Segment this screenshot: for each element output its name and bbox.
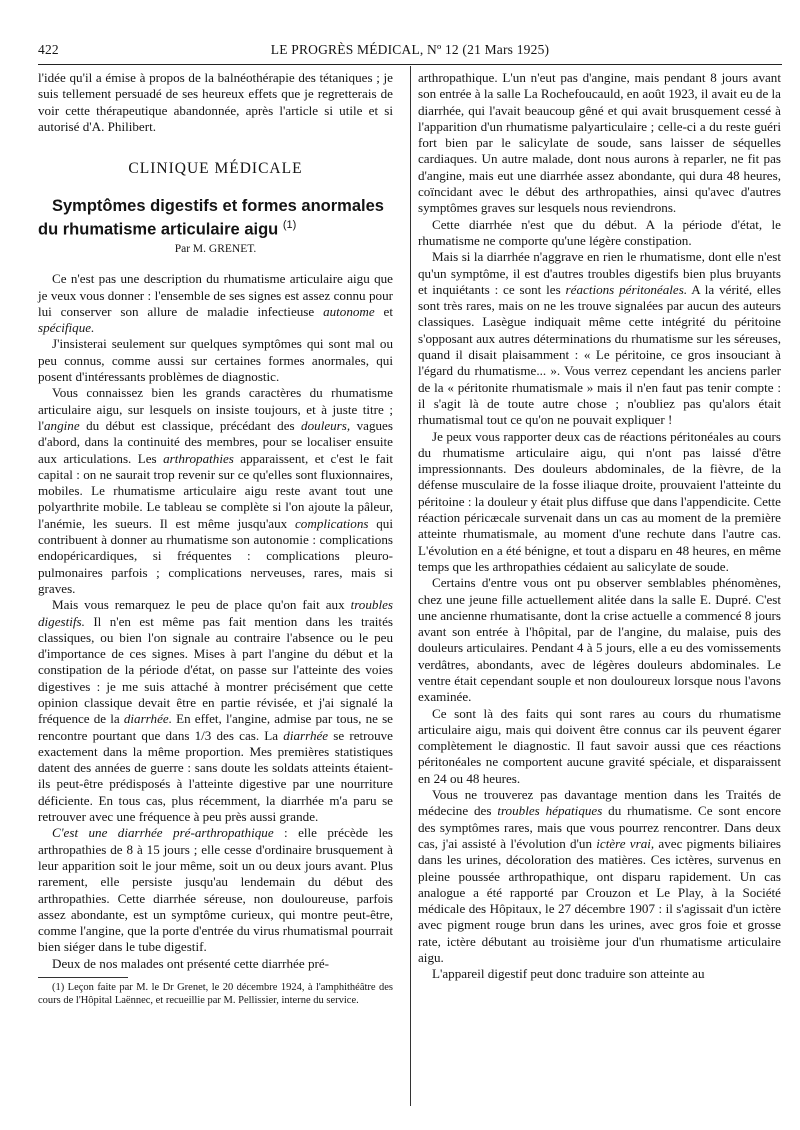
page-number: 422 [38, 42, 59, 57]
paragraph: l'idée qu'il a émise à propos de la balnéothérapie des tétaniques ; je suis tellement persuadé de ses heureux effets que je regretterais de voir cette thérapeutique abandonnée, après l'article si utile et si autorisé d'A. Philibert. [38, 70, 393, 134]
header-rule [38, 64, 782, 65]
paragraph: Deux de nos malades ont présenté cette diarrhée pré- [52, 955, 330, 971]
article-title [38, 197, 393, 240]
article-author: Par M. GRENET. [174, 242, 257, 255]
article-title-line: du rhumatisme articulaire aigu [38, 220, 279, 239]
paragraph: Ce n'est pas une description du rhumatisme articulaire aigu que je veux vous donner : l'ensemble de ses signes est assez connu pour lui conserver son allure de maladie infectieuse autonome et spécifique. [38, 271, 393, 336]
article-title-line: Symptômes digestifs et formes anormales [52, 197, 384, 216]
footnote: (1) Leçon faite par M. le Dr Grenet, le 20 décembre 1924, à l'amphithéâtre des cours de l'Hôpital Laënnec, et recueillie par M. Pellissier, interne du service. [38, 982, 393, 1006]
paragraph: Ce sont là des faits qui sont rares au cours du rhumatisme articulaire aigu, mais qui doivent être connus car ils peuvent égarer complètement le diagnostic. Il faut savoir aussi que ces réactions péritonéales ne comportent aucune gravité spéciale, et disparaissent en 24 ou 48 heures. [418, 705, 781, 786]
section-heading: CLINIQUE MÉDICALE [128, 160, 303, 178]
left-column [38, 70, 393, 1007]
page-header [38, 40, 782, 62]
paragraph: Mais vous remarquez le peu de place qu'on fait aux troubles digestifs. Il n'en est même pas fait mention dans les traités classiques, ou bien l'on signale au contraire l'absence ou le peu d'importance de ces signes. Mises à part l'angine du début et la constipation de la période d'état, on passe sur l'atteinte des voies digestives : je me suis attaché à montrer précisément que cette opinion classique devait être en partie révisée, et j'ai signalé la fréquence de la diarrhée. En effet, l'angine, admise par tous, ne se rencontre pourtant que dans 1/3 des cas. La diarrhée se retrouve exactement dans la même proportion. Mes premières statistiques datent des années de guerre : sans doute les soldats atteints étaient-ils peut-être prédisposés à l'atteinte digestive par une nourriture déficiente. En tous cas, plus récemment, la diarrhée m'a paru se retrouver avec une fréquence à peu près aussi grande. [38, 597, 393, 825]
paragraph: L'appareil digestif peut donc traduire son atteinte au [432, 966, 705, 982]
paragraph: Cette diarrhée n'est que du début. A la période d'état, le rhumatisme ne comporte qu'une légère constipation. [418, 216, 781, 248]
footnote-ref: (1) [282, 219, 297, 232]
paragraph: Je peux vous rapporter deux cas de réactions péritonéales au cours du rhumatisme articulaire aigu, qui n'ont pas laissé d'être impressionnants. Des douleurs abdominales, de la fièvre, de la défense musculaire de la fosse iliaque droite, prouvaient l'atteinte du péritoine : la douleur y était plus diffuse que dans l'appendicite. Cette réaction péricæcale survenait dans un cas au moment de la première atteinte rhumatismale, au moment d'une rechute dans l'autre cas. L'évolution en a été bénigne, et tout a disparu en 48 heures, en même temps que les arthropathies cédaient au salicylate de soude. [418, 428, 781, 574]
footnote-rule [38, 977, 128, 978]
paragraph: C'est une diarrhée pré-arthropathique : elle précède les arthropathies de 8 à 15 jours ; elle cesse d'ordinaire brusquement à leur apparition soit le jour même, soit un ou deux jours avant. Plus rarement, elle persiste jusqu'au lendemain du début des arthropathies. Cette diarrhée séreuse, non douloureuse, parfois assez abondante, est un symptôme curieux, qui montre peut-être, comme l'angine, que la porte d'entrée du virus rhumatismal pourrait bien siéger dans le tube digestif. [38, 825, 394, 955]
column-divider [410, 66, 411, 1106]
paragraph: J'insisterai seulement sur quelques symptômes qui sont mal ou peu connus, comme aussi sur certaines formes anormales, qui posent d'intéressants problèmes de diagnostic. [38, 336, 393, 385]
paragraph: Certains d'entre vous ont pu observer semblables phénomènes, chez une jeune fille actuellement alitée dans la salle E. Dupré. C'est une ancienne rhumatisante, dont la crise actuelle a commencé 8 jours avant son entrée à l'hôpital, par de l'angine, du malaise, puis des douleurs articulaires. Pendant 4 à 5 jours, elle a eu des vomissements verdâtres, abondants, avec de légères douleurs abdominales. Le ventre était cependant souple et non douloureux lorsque nous l'avons examinée. [418, 575, 781, 705]
paragraph: Vous connaissez bien les grands caractères du rhumatisme articulaire aigu, sur lesquels on insiste toujours, et à juste titre ; l'angine du début est classique, précédant des douleurs, vagues d'abord, dans la continuité des membres, pour se localiser ensuite aux articulations. Les arthropathies apparaissent, et c'est le fait capital : on ne saurait trop revenir sur ce qu'elles sont fluxionnaires, mobiles. Le rhumatisme articulaire aigu reste avant tout une polyarthrite mobile. Le tableau se complète si l'on ajoute la pâleur, l'anémie, les sueurs. Il est même jusqu'aux complications qui contribuent à donner au rhumatisme son autonomie : complications endopéricardiques, si fréquentes : complications pleuro-pulmonaires parfois ; complications nerveuses, rares, mais si graves. [38, 385, 393, 596]
right-column [418, 70, 781, 983]
paragraph: arthropathique. L'un n'eut pas d'angine, mais pendant 8 jours avant son entrée à la salle La Rochefoucauld, en août 1923, il avait eu de la diarrhée, qui l'avait beaucoup gêné et qui avait brusquement cessé à l'apparition d'un rhumatisme palyarticulaire ; celle-ci a du reste guéri fort bien par le salicylate de soude, sans laisser de séquelles cardiaques. Un autre malade, dont nous aurons à reparler, ne fit pas d'angine, mais eut une diarrhée assez abondante, qui dura 48 heures, coïncidant avec le début des arthropathies, ainsi qu'avec d'autres symptômes graves sur lesquels nous reviendrons. [418, 70, 781, 216]
paragraph: Vous ne trouverez pas davantage mention dans les Traités de médecine des troubles hépatiques du rhumatisme. Ce sont encore des symptômes rares, mais que vous pourrez rencontrer. Dans deux cas, j'ai assisté à l'évolution d'un ictère vrai, avec pigments biliaires dans les urines, décoloration des matières. Ces ictères, survenus en pleine poussée arthropathique, ont disparu rapidement. Un cas analogue a été rapporté par Crouzon et Le Play, à la Société médicale des Hôpitaux, le 27 décembre 1907 : il s'agissait d'un ictère avec pigment rouge brun dans les urines, avec gros foie et grosse rate, ictère débutant au troisième jour d'un rhumatisme articulaire aigu. [418, 787, 782, 966]
paragraph: Mais si la diarrhée n'aggrave en rien le rhumatisme, dont elle n'est qu'un symptôme, il est d'autres troubles digestifs bien plus bruyants et inquiétants : ce sont les réactions péritonéales. A la vérité, elles sont très rares, mais on ne les trouve signalées par aucun des auteurs classiques. Lasègue indiquait même cette intégrité du péritoine s'opposant aux autres déterminations du rhumatisme sur les séreuses, quand il disait plaisamment : « Le péritoine, ce gros insouciant à l'égard du rhumatisme... ». Vous verrez cependant les anciens parler de la « péritonite rhumatismale » mais il n'en faut pas tenir compte : il s'agit là de toute autre chose ; n'oubliez pas qu'alors était rhumatismal tout ce qu'on ne pouvait expliquer ! [418, 249, 781, 428]
running-title: LE PROGRÈS MÉDICAL, Nº 12 (21 Mars 1925) [270, 42, 550, 57]
